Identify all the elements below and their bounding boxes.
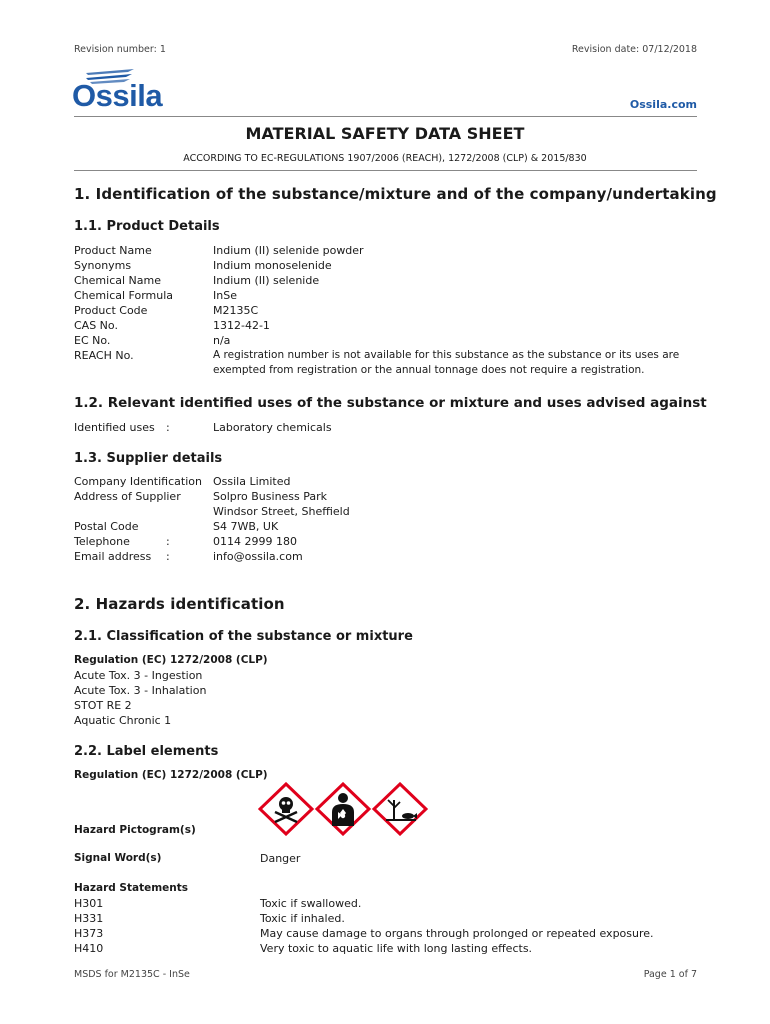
product-label: REACH No. bbox=[74, 349, 134, 362]
telephone-value[interactable]: 0114 2999 180 bbox=[213, 535, 297, 548]
revision-date: Revision date: 07/12/2018 bbox=[571, 44, 697, 55]
footer-doc-name: MSDS for M2135C - InSe bbox=[74, 969, 190, 980]
product-value: Indium (II) selenide bbox=[213, 274, 320, 287]
classification-regulation: Regulation (EC) 1272/2008 (CLP) bbox=[74, 654, 268, 666]
section1-heading: 1. Identification of the substance/mixture and of the company/undertaking bbox=[74, 185, 717, 203]
supplier-heading: 1.3. Supplier details bbox=[74, 451, 223, 466]
statement-text: Toxic if swallowed. bbox=[260, 897, 362, 910]
telephone-label: Telephone bbox=[74, 535, 130, 548]
signal-word-value: Danger bbox=[260, 852, 301, 865]
section2-heading: 2. Hazards identification bbox=[74, 595, 285, 613]
classification-item: Aquatic Chronic 1 bbox=[74, 714, 172, 727]
postal-value: S4 7WB, UK bbox=[213, 520, 279, 533]
statement-text: May cause damage to organs through prolonged or repeated exposure. bbox=[260, 927, 654, 940]
label-elements-heading: 2.2. Label elements bbox=[74, 744, 219, 759]
uses-value: Laboratory chemicals bbox=[213, 421, 332, 434]
company-value: Ossila Limited bbox=[213, 475, 291, 488]
classification-item: Acute Tox. 3 - Inhalation bbox=[74, 684, 207, 697]
uses-colon: : bbox=[166, 421, 170, 434]
product-label: EC No. bbox=[74, 334, 111, 347]
email-label: Email address bbox=[74, 550, 152, 563]
product-label: CAS No. bbox=[74, 319, 118, 332]
product-label: Product Code bbox=[74, 304, 148, 317]
statement-text: Very toxic to aquatic life with long lasting effects. bbox=[260, 942, 533, 955]
product-value: Indium (II) selenide powder bbox=[213, 244, 364, 257]
statement-code: H301 bbox=[74, 897, 104, 910]
product-value: M2135C bbox=[213, 304, 259, 317]
product-label: Chemical Formula bbox=[74, 289, 174, 302]
page-number: Page 1 of 7 bbox=[643, 969, 697, 980]
email-link[interactable]: info@ossila.com bbox=[213, 550, 303, 563]
telephone-colon: : bbox=[166, 535, 170, 548]
logo-text: Ossila bbox=[72, 78, 163, 113]
skull-crossbones-icon bbox=[260, 784, 312, 834]
page-title: MATERIAL SAFETY DATA SHEET bbox=[245, 124, 525, 143]
classification-item: STOT RE 2 bbox=[74, 699, 132, 712]
email-colon: : bbox=[166, 550, 170, 563]
product-label: Chemical Name bbox=[74, 274, 161, 287]
pictograms-label: Hazard Pictogram(s) bbox=[74, 824, 196, 836]
product-value: A registration number is not available for this substance as the substance or its uses are bbox=[213, 349, 680, 361]
product-value: InSe bbox=[213, 289, 237, 302]
reach-note-line2: exempted from registration or the annual tonnage does not require a registration. bbox=[213, 364, 645, 376]
product-label: Synonyms bbox=[74, 259, 132, 272]
uses-label: Identified uses bbox=[74, 421, 155, 434]
classification-heading: 2.1. Classification of the substance or mixture bbox=[74, 629, 413, 644]
statement-text: Toxic if inhaled. bbox=[260, 912, 345, 925]
title-rule bbox=[74, 170, 697, 171]
label-regulation: Regulation (EC) 1272/2008 (CLP) bbox=[74, 769, 268, 781]
header-rule bbox=[74, 116, 697, 117]
statement-code: H373 bbox=[74, 927, 104, 940]
product-value: n/a bbox=[213, 334, 231, 347]
company-label: Company Identification bbox=[74, 475, 202, 488]
address-label: Address of Supplier bbox=[74, 490, 181, 503]
product-label: Product Name bbox=[74, 244, 152, 257]
uses-heading: 1.2. Relevant identified uses of the substance or mixture and uses advised against bbox=[74, 395, 707, 411]
hazard-statements-label: Hazard Statements bbox=[74, 882, 189, 894]
hazard-pictograms bbox=[258, 782, 428, 836]
product-value: 1312-42-1 bbox=[213, 319, 270, 332]
environment-icon bbox=[374, 784, 426, 834]
classification-item: Acute Tox. 3 - Ingestion bbox=[74, 669, 203, 682]
site-link[interactable]: Ossila.com bbox=[629, 98, 697, 111]
health-hazard-icon bbox=[317, 784, 369, 834]
statement-code: H410 bbox=[74, 942, 104, 955]
postal-label: Postal Code bbox=[74, 520, 139, 533]
address-line: Windsor Street, Sheffield bbox=[213, 505, 350, 518]
revision-number: Revision number: 1 bbox=[74, 44, 166, 55]
statement-code: H331 bbox=[74, 912, 104, 925]
ossila-logo bbox=[72, 68, 182, 114]
product-value: Indium monoselenide bbox=[213, 259, 332, 272]
address-line: Solpro Business Park bbox=[213, 490, 328, 503]
page-subtitle: ACCORDING TO EC-REGULATIONS 1907/2006 (REACH), 1272/2008 (CLP) & 2015/830 bbox=[183, 153, 587, 164]
product-details-heading: 1.1. Product Details bbox=[74, 219, 220, 234]
signal-word-label: Signal Word(s) bbox=[74, 852, 162, 864]
